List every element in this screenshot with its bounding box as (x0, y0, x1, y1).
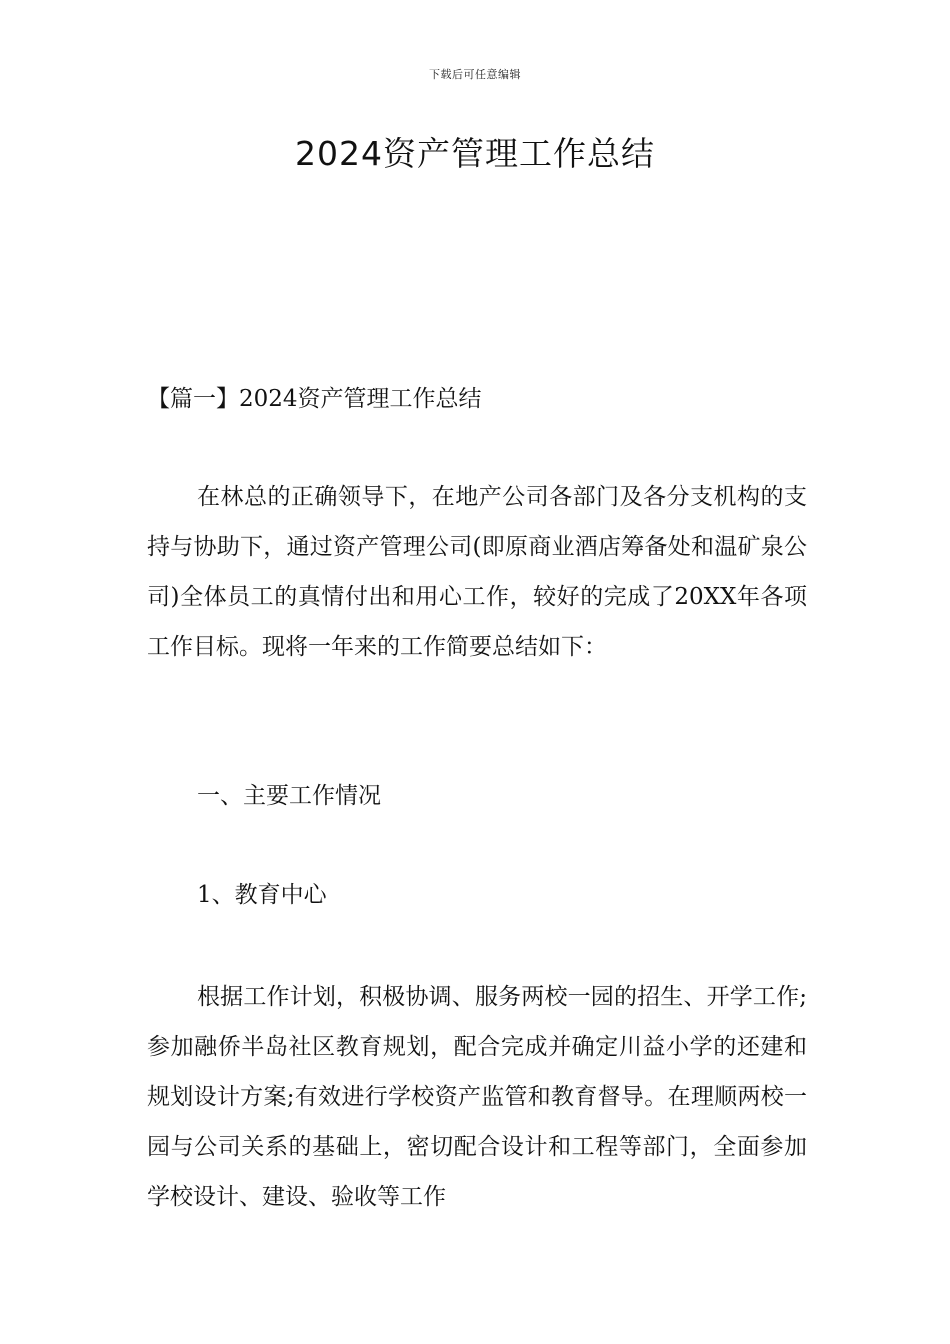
sub-heading: 1、教育中心 (197, 882, 327, 908)
header-note: 下载后可任意编辑 (429, 68, 521, 81)
intro-paragraph: 在林总的正确领导下，在地产公司各部门及各分支机构的支持与协助下，通过资产管理公司(即原商业酒店筹备处和温矿泉公司)全体员工的真情付出和用心工作，较好的完成了20XX年各项工作目标。现将一年来的工作简要总结如下： (147, 484, 807, 660)
education-paragraph: 根据工作计划，积极协调、服务两校一园的招生、开学工作;参加融侨半岛社区教育规划，配合完成并确定川益小学的还建和规划设计方案;有效进行学校资产监管和教育督导。在理顺两校一园与公司关系的基础上，密切配合设计和工程等部门，全面参加学校设计、建设、验收等工作 (147, 984, 807, 1210)
section-heading: 【篇一】2024资产管理工作总结 (147, 386, 482, 412)
document-title: 2024资产管理工作总结 (295, 134, 655, 173)
main-heading: 一、主要工作情况 (197, 783, 381, 809)
